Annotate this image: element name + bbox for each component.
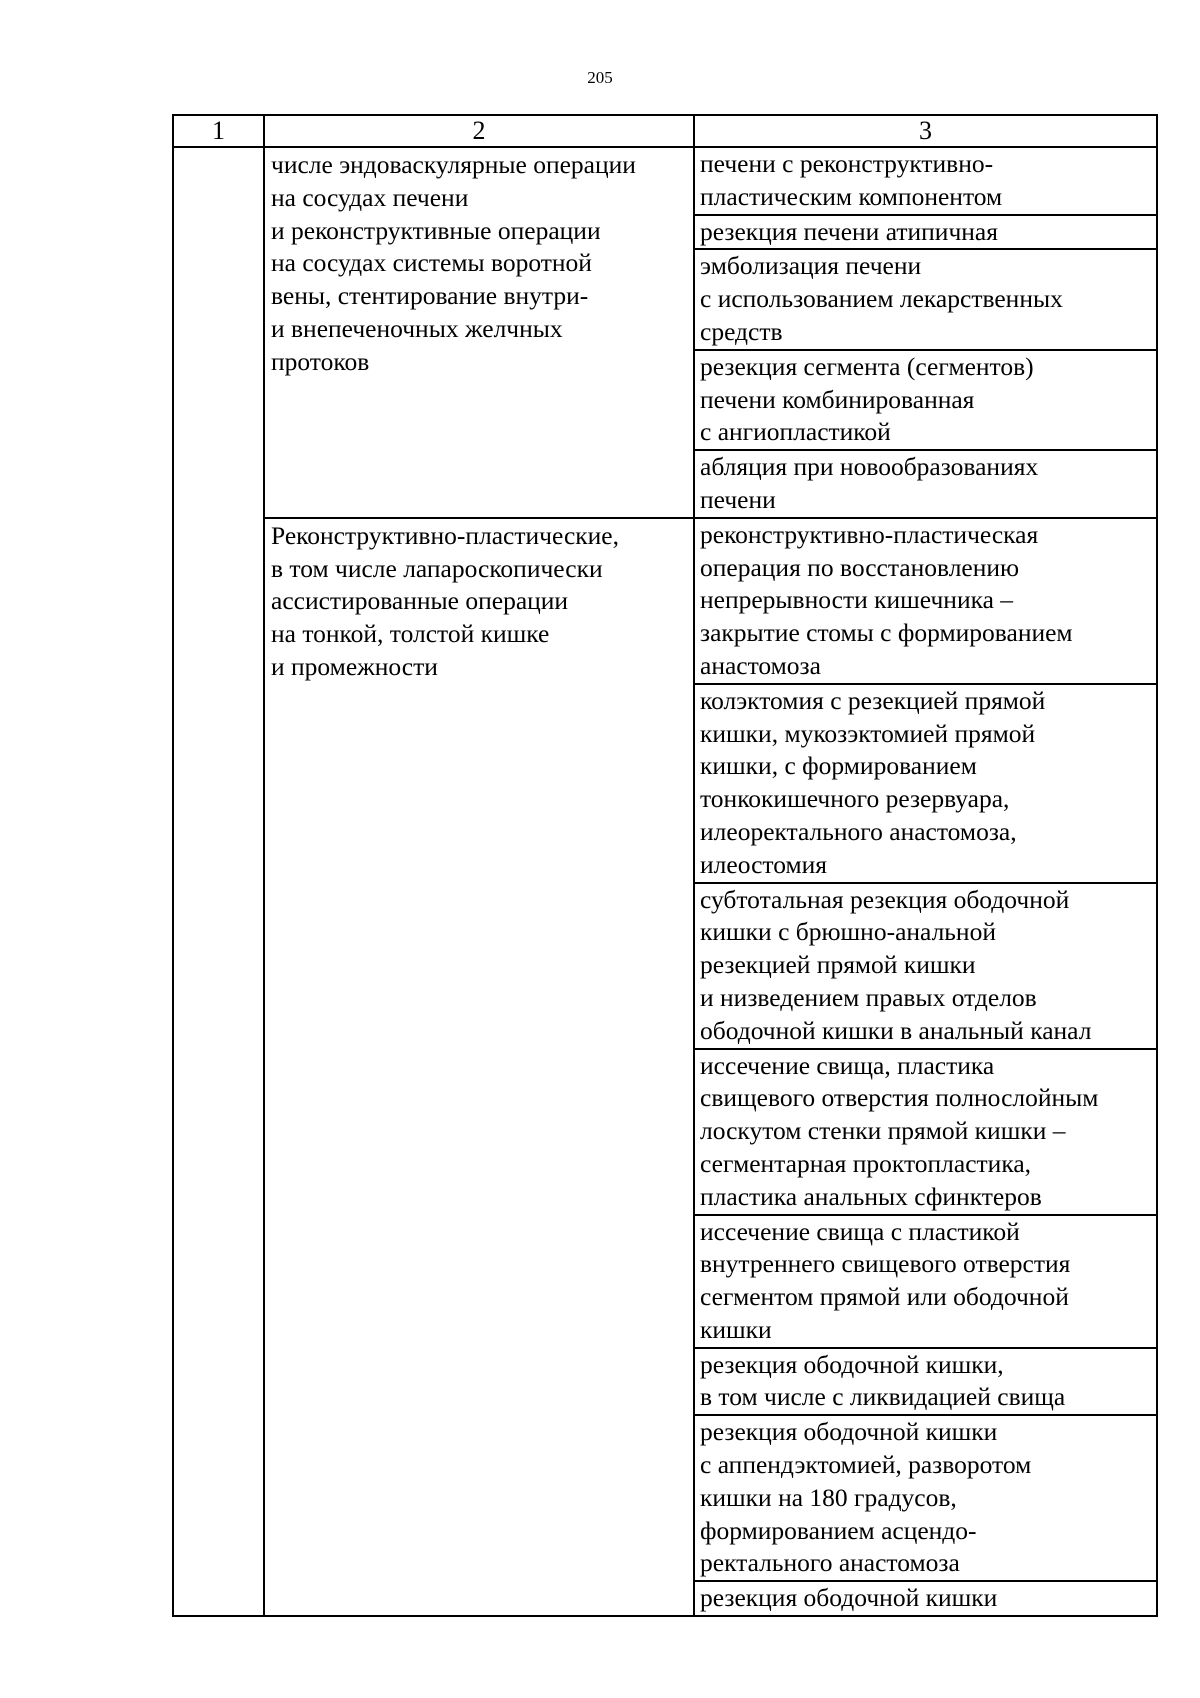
procedures-cell	[694, 147, 1157, 518]
procedure-item: субтотальная резекция ободочной кишки с брюшно-анальной резекцией прямой кишки и низведением правых отделов ободочной кишки в анальный канал	[695, 882, 1156, 1048]
procedure-item: абляция при новообразованиях печени	[695, 449, 1156, 517]
procedure-item: печени с реконструктивно- пластическим компонентом	[700, 149, 1003, 211]
procedures-table	[172, 114, 1158, 1617]
column-1-cell	[173, 147, 264, 1616]
procedures-cell	[694, 518, 1157, 1616]
column-header-1: 1	[173, 115, 264, 147]
procedure-item: эмболизация печени с использованием лекарственных средств	[695, 248, 1156, 348]
procedure-item: колэктомия с резекцией прямой кишки, мукозэктомией прямой кишки, с формированием тонкокишечного резервуара, илеоректального анастомоза, илеостомия	[695, 683, 1156, 882]
intervention-text: Реконструктивно-пластические, в том числе лапароскопически ассистированные операции на тонкой, толстой кишке и промежности	[271, 520, 619, 681]
table-row	[173, 518, 1157, 1616]
intervention-text: числе эндоваскулярные операции на сосудах печени и реконструктивные операции на сосудах системы воротной вены, стентирование внутри- и внепеченочных желчных протоков	[271, 150, 636, 376]
intervention-cell	[264, 518, 694, 1616]
table-row	[173, 147, 1157, 518]
procedure-item: резекция печени атипичная	[695, 214, 1156, 249]
intervention-cell	[264, 147, 694, 518]
procedure-item: иссечение свища, пластика свищевого отверстия полнослойным лоскутом стенки прямой кишки – сегментарная проктопластика, пластика анальных сфинктеров	[695, 1048, 1156, 1214]
procedure-item: резекция сегмента (сегментов) печени комбинированная с ангиопластикой	[695, 349, 1156, 449]
procedure-item: резекция ободочной кишки	[695, 1580, 1156, 1615]
column-header-3: 3	[694, 115, 1157, 147]
procedure-item: резекция ободочной кишки с аппендэктомией, разворотом кишки на 180 градусов, формированием асцендо- ректального анастомоза	[695, 1414, 1156, 1580]
column-header-2: 2	[264, 115, 694, 147]
page-number: 205	[587, 68, 613, 87]
procedure-item: иссечение свища с пластикой внутреннего свищевого отверстия сегментом прямой или ободочной кишки	[695, 1214, 1156, 1347]
procedure-item: реконструктивно-пластическая операция по восстановлению непрерывности кишечника – закрытие стомы с формированием анастомоза	[700, 519, 1073, 680]
table-header-row	[173, 115, 1157, 147]
procedure-item: резекция ободочной кишки, в том числе с ликвидацией свища	[695, 1347, 1156, 1415]
